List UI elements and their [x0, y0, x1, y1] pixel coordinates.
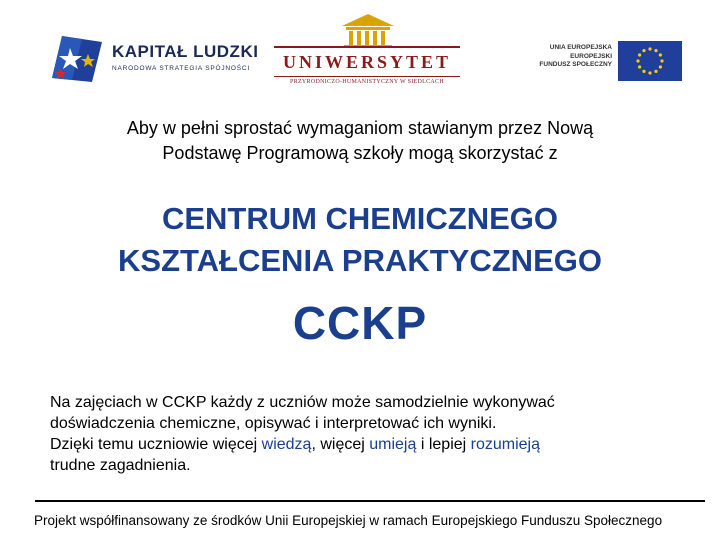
eu-star-icon — [642, 49, 645, 52]
description-text-segment: Dzięki temu uczniowie więcej — [50, 436, 262, 453]
kapital-ludzki-flag-icon — [48, 32, 106, 84]
intro-line-1: Aby w pełni sprostać wymaganiom stawianym przez Nową — [126, 118, 594, 138]
heading-line-2: KSZTAŁCENIA PRAKTYCZNEGO — [118, 243, 602, 278]
eu-star-icon — [660, 59, 663, 62]
main-heading — [20, 198, 700, 282]
uniwersytet-top-rule — [274, 46, 460, 48]
unia-europejska-text — [520, 44, 612, 70]
unia-europejska-logo — [520, 38, 690, 84]
kapital-ludzki-logo — [40, 26, 259, 86]
eu-star-icon — [648, 71, 651, 74]
heading-line-1: CENTRUM CHEMICZNEGO — [161, 201, 559, 236]
description-text-segment: i lepiej — [416, 436, 471, 453]
uniwersytet-logo — [272, 10, 462, 92]
footer-text: Projekt współfinansowany ze środków Unii Europejskiej w ramach Europejskiego Funduszu Społecznego — [34, 513, 663, 528]
highlight-wiedza: wiedzą — [261, 436, 312, 453]
highlight-umieja: umieją — [369, 436, 417, 453]
footer-divider — [35, 500, 705, 502]
unia-line-3: FUNDUSZ SPOŁECZNY — [539, 61, 612, 68]
description-line-3 — [50, 434, 690, 455]
description-line-2: doświadczenia chemiczne, opisywać i interpretować ich wyniki. — [50, 415, 497, 432]
unia-line-2: EUROPEJSKI — [570, 52, 612, 60]
description-text-segment: , więcej — [311, 436, 370, 453]
eu-star-icon — [648, 47, 651, 50]
kapital-ludzki-title: KAPITAŁ LUDZKI — [112, 42, 259, 61]
acronym-title: CCKP — [292, 297, 428, 349]
eu-star-icon — [659, 65, 662, 68]
eu-star-icon — [638, 53, 641, 56]
eu-star-icon — [654, 70, 657, 73]
unia-line-1: UNIA EUROPEJSKA — [549, 44, 612, 51]
kapital-ludzki-subtitle: NARODOWA STRATEGIA SPÓJNOŚCI — [112, 65, 250, 72]
eu-star-icon — [654, 49, 657, 52]
uniwersytet-subtitle: PRZYRODNICZO-HUMANISTYCZNY W SIEDLCACH — [290, 79, 444, 85]
eu-star-icon — [659, 53, 662, 56]
description-text — [50, 392, 690, 476]
uniwersytet-bottom-rule — [274, 76, 460, 77]
eu-star-icon — [638, 65, 641, 68]
highlight-rozumieja: rozumieją — [470, 436, 540, 453]
intro-text — [40, 116, 680, 166]
eu-star-icon — [642, 70, 645, 73]
eu-star-icon — [636, 59, 639, 62]
eu-flag-icon — [618, 41, 682, 81]
intro-line-2: Podstawę Programową szkoły mogą skorzystać z — [162, 143, 558, 163]
description-line-1: Na zajęciach w CCKP każdy z uczniów może samodzielnie wykonywać — [50, 394, 555, 411]
description-line-4: trudne zagadnienia. — [50, 457, 191, 474]
uniwersytet-name: UNIWERSYTET — [282, 52, 452, 72]
